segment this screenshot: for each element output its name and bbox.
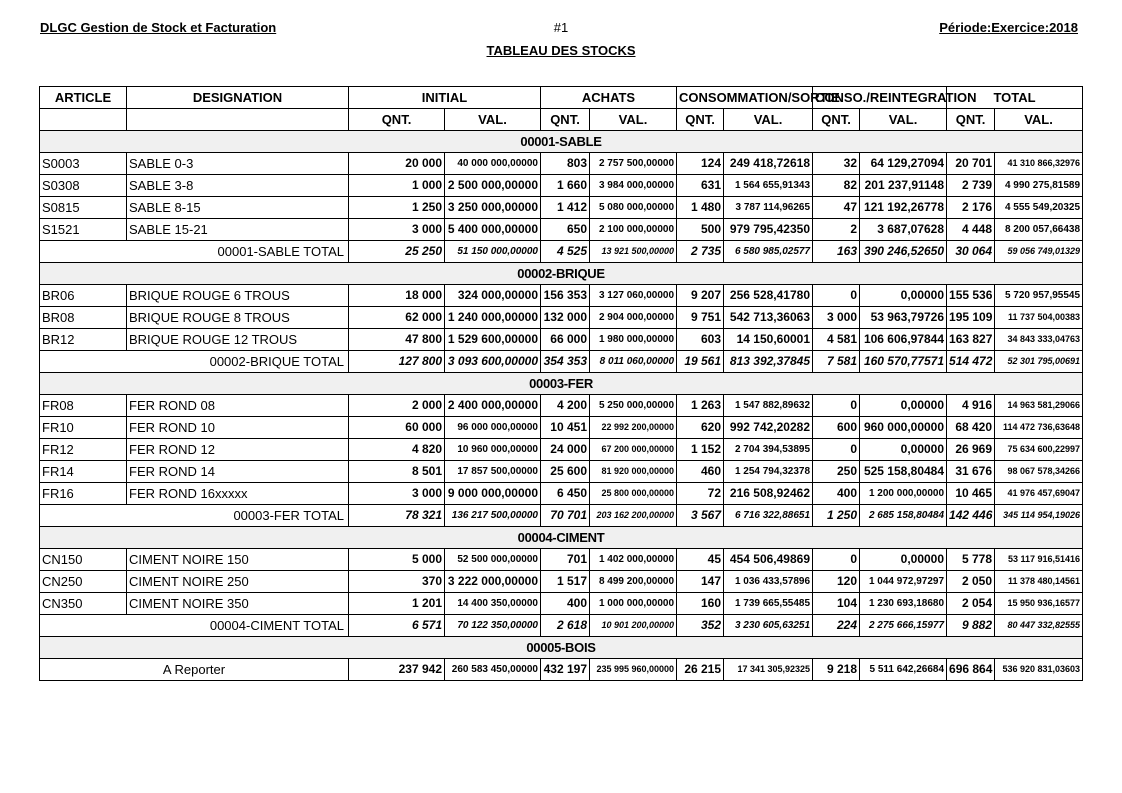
- cons-qnt: 1 263: [677, 395, 724, 417]
- col-achats: ACHATS: [541, 87, 677, 109]
- article-code: CN250: [40, 571, 127, 593]
- table-row: [40, 197, 1083, 219]
- initial-val: 10 960 000,00000: [445, 439, 541, 461]
- rein-qnt: 82: [813, 175, 860, 197]
- total-spacer: [40, 615, 127, 637]
- initial-qnt: 25 250: [349, 241, 445, 263]
- total-val: 4 990 275,81589: [995, 175, 1083, 197]
- article-designation: FER ROND 10: [127, 417, 349, 439]
- total-val: 14 963 581,29066: [995, 395, 1083, 417]
- initial-qnt: 60 000: [349, 417, 445, 439]
- achats-qnt: 701: [541, 549, 590, 571]
- article-code: S0815: [40, 197, 127, 219]
- group-name: 00001-SABLE: [40, 131, 1083, 153]
- table-row: [40, 593, 1083, 615]
- cons-qnt: 603: [677, 329, 724, 351]
- article-code: S1521: [40, 219, 127, 241]
- rein-qnt: 47: [813, 197, 860, 219]
- rein-qnt: 250: [813, 461, 860, 483]
- achats-val: 1 402 000,00000: [590, 549, 677, 571]
- achats-qnt: 10 451: [541, 417, 590, 439]
- cons-val: 1 547 882,89632: [724, 395, 813, 417]
- col-reintegration: CONSO./REINTEGRATION: [813, 87, 947, 109]
- col-initial-qnt: QNT.: [349, 109, 445, 131]
- group-name: 00002-BRIQUE: [40, 263, 1083, 285]
- total-qnt: 68 420: [947, 417, 995, 439]
- article-designation: SABLE 8-15: [127, 197, 349, 219]
- achats-qnt: 432 197: [541, 659, 590, 681]
- achats-val: 67 200 000,00000: [590, 439, 677, 461]
- group-header: [40, 263, 1083, 285]
- rein-qnt: 32: [813, 153, 860, 175]
- total-val: 11 378 480,14561: [995, 571, 1083, 593]
- rein-qnt: 224: [813, 615, 860, 637]
- cons-qnt: 1 152: [677, 439, 724, 461]
- initial-val: 3 222 000,00000: [445, 571, 541, 593]
- group-header: [40, 637, 1083, 659]
- rein-val: 1 200 000,00000: [860, 483, 947, 505]
- rein-val: 106 606,97844: [860, 329, 947, 351]
- rein-qnt: 9 218: [813, 659, 860, 681]
- total-val: 5 720 957,95545: [995, 285, 1083, 307]
- table-row: [40, 329, 1083, 351]
- table-row: [40, 307, 1083, 329]
- initial-val: 136 217 500,00000: [445, 505, 541, 527]
- article-designation: FER ROND 12: [127, 439, 349, 461]
- initial-val: 96 000 000,00000: [445, 417, 541, 439]
- initial-qnt: 62 000: [349, 307, 445, 329]
- group-header: [40, 527, 1083, 549]
- group-total-label: 00004-CIMENT TOTAL: [127, 615, 349, 637]
- rein-val: 2 275 666,15977: [860, 615, 947, 637]
- article-designation: CIMENT NOIRE 350: [127, 593, 349, 615]
- table-row: [40, 439, 1083, 461]
- total-qnt: 2 050: [947, 571, 995, 593]
- total-val: 536 920 831,03603: [995, 659, 1083, 681]
- table-row: [40, 285, 1083, 307]
- achats-val: 2 904 000,00000: [590, 307, 677, 329]
- achats-qnt: 4 200: [541, 395, 590, 417]
- initial-val: 2 400 000,00000: [445, 395, 541, 417]
- achats-qnt: 132 000: [541, 307, 590, 329]
- total-qnt: 514 472: [947, 351, 995, 373]
- cons-val: 1 564 655,91343: [724, 175, 813, 197]
- rein-val: 390 246,52650: [860, 241, 947, 263]
- group-name: 00004-CIMENT: [40, 527, 1083, 549]
- article-code: CN150: [40, 549, 127, 571]
- total-qnt: 26 969: [947, 439, 995, 461]
- col-designation: DESIGNATION: [127, 87, 349, 109]
- cons-val: 256 528,41780: [724, 285, 813, 307]
- col-total-val: VAL.: [995, 109, 1083, 131]
- article-designation: SABLE 0-3: [127, 153, 349, 175]
- cons-qnt: 45: [677, 549, 724, 571]
- article-code: FR08: [40, 395, 127, 417]
- article-code: S0308: [40, 175, 127, 197]
- total-qnt: 2 176: [947, 197, 995, 219]
- cons-qnt: 500: [677, 219, 724, 241]
- cons-qnt: 26 215: [677, 659, 724, 681]
- col-cons-qnt: QNT.: [677, 109, 724, 131]
- initial-val: 5 400 000,00000: [445, 219, 541, 241]
- cons-val: 992 742,20282: [724, 417, 813, 439]
- total-qnt: 195 109: [947, 307, 995, 329]
- achats-val: 3 984 000,00000: [590, 175, 677, 197]
- rein-qnt: 400: [813, 483, 860, 505]
- cons-val: 14 150,60001: [724, 329, 813, 351]
- article-designation: BRIQUE ROUGE 6 TROUS: [127, 285, 349, 307]
- total-val: 4 555 549,20325: [995, 197, 1083, 219]
- rein-val: 3 687,07628: [860, 219, 947, 241]
- table-row: [40, 549, 1083, 571]
- group-header: [40, 131, 1083, 153]
- group-total-label: 00002-BRIQUE TOTAL: [127, 351, 349, 373]
- article-designation: BRIQUE ROUGE 8 TROUS: [127, 307, 349, 329]
- table-row: [40, 417, 1083, 439]
- achats-qnt: 803: [541, 153, 590, 175]
- rein-qnt: 3 000: [813, 307, 860, 329]
- article-code: BR06: [40, 285, 127, 307]
- cons-val: 6 716 322,88651: [724, 505, 813, 527]
- total-val: 345 114 954,19026: [995, 505, 1083, 527]
- initial-val: 40 000 000,00000: [445, 153, 541, 175]
- rein-val: 1 044 972,97297: [860, 571, 947, 593]
- carry-forward-row: [40, 659, 1083, 681]
- cons-qnt: 160: [677, 593, 724, 615]
- article-designation: SABLE 15-21: [127, 219, 349, 241]
- achats-val: 5 080 000,00000: [590, 197, 677, 219]
- achats-qnt: 1 517: [541, 571, 590, 593]
- total-qnt: 10 465: [947, 483, 995, 505]
- article-code: CN350: [40, 593, 127, 615]
- initial-val: 9 000 000,00000: [445, 483, 541, 505]
- achats-val: 235 995 960,00000: [590, 659, 677, 681]
- total-val: 41 976 457,69047: [995, 483, 1083, 505]
- col-initial: INITIAL: [349, 87, 541, 109]
- article-code: BR12: [40, 329, 127, 351]
- period-label: Période:Exercice:2018: [939, 20, 1078, 35]
- cons-qnt: 3 567: [677, 505, 724, 527]
- group-total-row: [40, 505, 1083, 527]
- rein-qnt: 120: [813, 571, 860, 593]
- cons-val: 216 508,92462: [724, 483, 813, 505]
- achats-val: 203 162 200,00000: [590, 505, 677, 527]
- total-qnt: 20 701: [947, 153, 995, 175]
- initial-val: 51 150 000,00000: [445, 241, 541, 263]
- initial-qnt: 1 250: [349, 197, 445, 219]
- cons-val: 3 787 114,96265: [724, 197, 813, 219]
- article-code: FR12: [40, 439, 127, 461]
- rein-val: 201 237,91148: [860, 175, 947, 197]
- table-row: [40, 461, 1083, 483]
- rein-qnt: 600: [813, 417, 860, 439]
- rein-qnt: 4 581: [813, 329, 860, 351]
- initial-qnt: 3 000: [349, 483, 445, 505]
- achats-val: 25 800 000,00000: [590, 483, 677, 505]
- header-row-sub: [40, 109, 1083, 131]
- group-name: 00005-BOIS: [40, 637, 1083, 659]
- rein-qnt: 0: [813, 395, 860, 417]
- initial-val: 1 240 000,00000: [445, 307, 541, 329]
- col-cons-val: VAL.: [724, 109, 813, 131]
- rein-val: 160 570,77571: [860, 351, 947, 373]
- rein-val: 0,00000: [860, 549, 947, 571]
- article-designation: BRIQUE ROUGE 12 TROUS: [127, 329, 349, 351]
- achats-qnt: 24 000: [541, 439, 590, 461]
- report-title: TABLEAU DES STOCKS: [486, 43, 636, 58]
- initial-val: 3 250 000,00000: [445, 197, 541, 219]
- cons-qnt: 631: [677, 175, 724, 197]
- initial-val: 2 500 000,00000: [445, 175, 541, 197]
- achats-val: 2 757 500,00000: [590, 153, 677, 175]
- initial-qnt: 47 800: [349, 329, 445, 351]
- group-header: [40, 373, 1083, 395]
- cons-val: 1 254 794,32378: [724, 461, 813, 483]
- col-designation-empty: [127, 109, 349, 131]
- initial-val: 70 122 350,00000: [445, 615, 541, 637]
- cons-qnt: 19 561: [677, 351, 724, 373]
- total-qnt: 4 448: [947, 219, 995, 241]
- achats-val: 5 250 000,00000: [590, 395, 677, 417]
- col-consommation: CONSOMMATION/SORTIE: [677, 87, 813, 109]
- initial-qnt: 1 000: [349, 175, 445, 197]
- achats-val: 3 127 060,00000: [590, 285, 677, 307]
- achats-qnt: 2 618: [541, 615, 590, 637]
- initial-qnt: 20 000: [349, 153, 445, 175]
- cons-val: 6 580 985,02577: [724, 241, 813, 263]
- initial-qnt: 3 000: [349, 219, 445, 241]
- col-article: ARTICLE: [40, 87, 127, 109]
- col-rein-qnt: QNT.: [813, 109, 860, 131]
- cons-val: 249 418,72618: [724, 153, 813, 175]
- initial-qnt: 2 000: [349, 395, 445, 417]
- total-val: 75 634 600,22997: [995, 439, 1083, 461]
- rein-val: 53 963,79726: [860, 307, 947, 329]
- initial-val: 52 500 000,00000: [445, 549, 541, 571]
- col-achats-qnt: QNT.: [541, 109, 590, 131]
- cons-val: 17 341 305,92325: [724, 659, 813, 681]
- cons-qnt: 2 735: [677, 241, 724, 263]
- rein-val: 0,00000: [860, 285, 947, 307]
- total-qnt: 163 827: [947, 329, 995, 351]
- achats-val: 8 011 060,00000: [590, 351, 677, 373]
- initial-val: 3 093 600,00000: [445, 351, 541, 373]
- total-val: 52 301 795,00691: [995, 351, 1083, 373]
- achats-val: 8 499 200,00000: [590, 571, 677, 593]
- initial-qnt: 370: [349, 571, 445, 593]
- cons-qnt: 147: [677, 571, 724, 593]
- achats-qnt: 400: [541, 593, 590, 615]
- rein-qnt: 1 250: [813, 505, 860, 527]
- achats-qnt: 4 525: [541, 241, 590, 263]
- total-val: 53 117 916,51416: [995, 549, 1083, 571]
- article-code: FR14: [40, 461, 127, 483]
- table-row: [40, 395, 1083, 417]
- cons-qnt: 460: [677, 461, 724, 483]
- cons-val: 2 704 394,53895: [724, 439, 813, 461]
- article-designation: CIMENT NOIRE 250: [127, 571, 349, 593]
- achats-val: 13 921 500,00000: [590, 241, 677, 263]
- col-achats-val: VAL.: [590, 109, 677, 131]
- page-number: #1: [553, 20, 569, 35]
- initial-qnt: 4 820: [349, 439, 445, 461]
- group-total-label: 00003-FER TOTAL: [127, 505, 349, 527]
- achats-qnt: 70 701: [541, 505, 590, 527]
- table-row: [40, 483, 1083, 505]
- total-qnt: 30 064: [947, 241, 995, 263]
- total-qnt: 696 864: [947, 659, 995, 681]
- app-title: DLGC Gestion de Stock et Facturation: [40, 20, 277, 35]
- rein-val: 0,00000: [860, 395, 947, 417]
- achats-val: 2 100 000,00000: [590, 219, 677, 241]
- achats-qnt: 1 660: [541, 175, 590, 197]
- cons-qnt: 72: [677, 483, 724, 505]
- total-qnt: 4 916: [947, 395, 995, 417]
- total-val: 34 843 333,04763: [995, 329, 1083, 351]
- total-val: 59 056 749,01329: [995, 241, 1083, 263]
- rein-qnt: 163: [813, 241, 860, 263]
- rein-val: 2 685 158,80484: [860, 505, 947, 527]
- achats-val: 1 980 000,00000: [590, 329, 677, 351]
- rein-qnt: 0: [813, 439, 860, 461]
- total-val: 98 067 578,34266: [995, 461, 1083, 483]
- rein-val: 525 158,80484: [860, 461, 947, 483]
- initial-qnt: 5 000: [349, 549, 445, 571]
- initial-qnt: 78 321: [349, 505, 445, 527]
- cons-val: 542 713,36063: [724, 307, 813, 329]
- carry-forward-label: A Reporter: [40, 659, 349, 681]
- rein-qnt: 2: [813, 219, 860, 241]
- initial-val: 17 857 500,00000: [445, 461, 541, 483]
- achats-val: 10 901 200,00000: [590, 615, 677, 637]
- cons-qnt: 352: [677, 615, 724, 637]
- initial-qnt: 8 501: [349, 461, 445, 483]
- total-qnt: 5 778: [947, 549, 995, 571]
- total-qnt: 2 054: [947, 593, 995, 615]
- achats-qnt: 650: [541, 219, 590, 241]
- table-row: [40, 175, 1083, 197]
- cons-qnt: 9 207: [677, 285, 724, 307]
- initial-val: 14 400 350,00000: [445, 593, 541, 615]
- article-designation: SABLE 3-8: [127, 175, 349, 197]
- cons-val: 454 506,49869: [724, 549, 813, 571]
- header-row-groups: [40, 87, 1083, 109]
- achats-qnt: 1 412: [541, 197, 590, 219]
- rein-qnt: 7 581: [813, 351, 860, 373]
- col-initial-val: VAL.: [445, 109, 541, 131]
- group-total-label: 00001-SABLE TOTAL: [127, 241, 349, 263]
- rein-qnt: 104: [813, 593, 860, 615]
- col-article-empty: [40, 109, 127, 131]
- initial-qnt: 6 571: [349, 615, 445, 637]
- total-qnt: 2 739: [947, 175, 995, 197]
- rein-qnt: 0: [813, 549, 860, 571]
- article-code: FR16: [40, 483, 127, 505]
- initial-val: 324 000,00000: [445, 285, 541, 307]
- article-code: BR08: [40, 307, 127, 329]
- cons-val: 979 795,42350: [724, 219, 813, 241]
- achats-val: 22 992 200,00000: [590, 417, 677, 439]
- achats-val: 81 920 000,00000: [590, 461, 677, 483]
- total-val: 41 310 866,32976: [995, 153, 1083, 175]
- total-spacer: [40, 241, 127, 263]
- article-designation: CIMENT NOIRE 150: [127, 549, 349, 571]
- achats-qnt: 6 450: [541, 483, 590, 505]
- initial-qnt: 127 800: [349, 351, 445, 373]
- total-val: 11 737 504,00383: [995, 307, 1083, 329]
- rein-val: 64 129,27094: [860, 153, 947, 175]
- rein-val: 960 000,00000: [860, 417, 947, 439]
- article-code: FR10: [40, 417, 127, 439]
- group-total-row: [40, 351, 1083, 373]
- rein-val: 0,00000: [860, 439, 947, 461]
- total-qnt: 9 882: [947, 615, 995, 637]
- group-total-row: [40, 615, 1083, 637]
- table-row: [40, 219, 1083, 241]
- table-row: [40, 571, 1083, 593]
- col-total: TOTAL: [947, 87, 1083, 109]
- table-row: [40, 153, 1083, 175]
- total-val: 15 950 936,16577: [995, 593, 1083, 615]
- total-val: 8 200 057,66438: [995, 219, 1083, 241]
- col-total-qnt: QNT.: [947, 109, 995, 131]
- cons-val: 813 392,37845: [724, 351, 813, 373]
- total-spacer: [40, 505, 127, 527]
- achats-qnt: 66 000: [541, 329, 590, 351]
- achats-qnt: 354 353: [541, 351, 590, 373]
- stock-table: [39, 86, 1083, 681]
- total-qnt: 31 676: [947, 461, 995, 483]
- initial-val: 1 529 600,00000: [445, 329, 541, 351]
- article-code: S0003: [40, 153, 127, 175]
- cons-qnt: 1 480: [677, 197, 724, 219]
- total-qnt: 155 536: [947, 285, 995, 307]
- total-spacer: [40, 351, 127, 373]
- initial-qnt: 237 942: [349, 659, 445, 681]
- initial-qnt: 18 000: [349, 285, 445, 307]
- rein-val: 1 230 693,18680: [860, 593, 947, 615]
- achats-val: 1 000 000,00000: [590, 593, 677, 615]
- initial-val: 260 583 450,00000: [445, 659, 541, 681]
- cons-qnt: 124: [677, 153, 724, 175]
- cons-val: 3 230 605,63251: [724, 615, 813, 637]
- rein-val: 121 192,26778: [860, 197, 947, 219]
- cons-val: 1 036 433,57896: [724, 571, 813, 593]
- initial-qnt: 1 201: [349, 593, 445, 615]
- article-designation: FER ROND 16xxxxx: [127, 483, 349, 505]
- cons-qnt: 9 751: [677, 307, 724, 329]
- rein-val: 5 511 642,26684: [860, 659, 947, 681]
- cons-qnt: 620: [677, 417, 724, 439]
- total-qnt: 142 446: [947, 505, 995, 527]
- total-val: 114 472 736,63648: [995, 417, 1083, 439]
- group-total-row: [40, 241, 1083, 263]
- rein-qnt: 0: [813, 285, 860, 307]
- achats-qnt: 25 600: [541, 461, 590, 483]
- cons-val: 1 739 665,55485: [724, 593, 813, 615]
- article-designation: FER ROND 08: [127, 395, 349, 417]
- col-rein-val: VAL.: [860, 109, 947, 131]
- achats-qnt: 156 353: [541, 285, 590, 307]
- total-val: 80 447 332,82555: [995, 615, 1083, 637]
- article-designation: FER ROND 14: [127, 461, 349, 483]
- group-name: 00003-FER: [40, 373, 1083, 395]
